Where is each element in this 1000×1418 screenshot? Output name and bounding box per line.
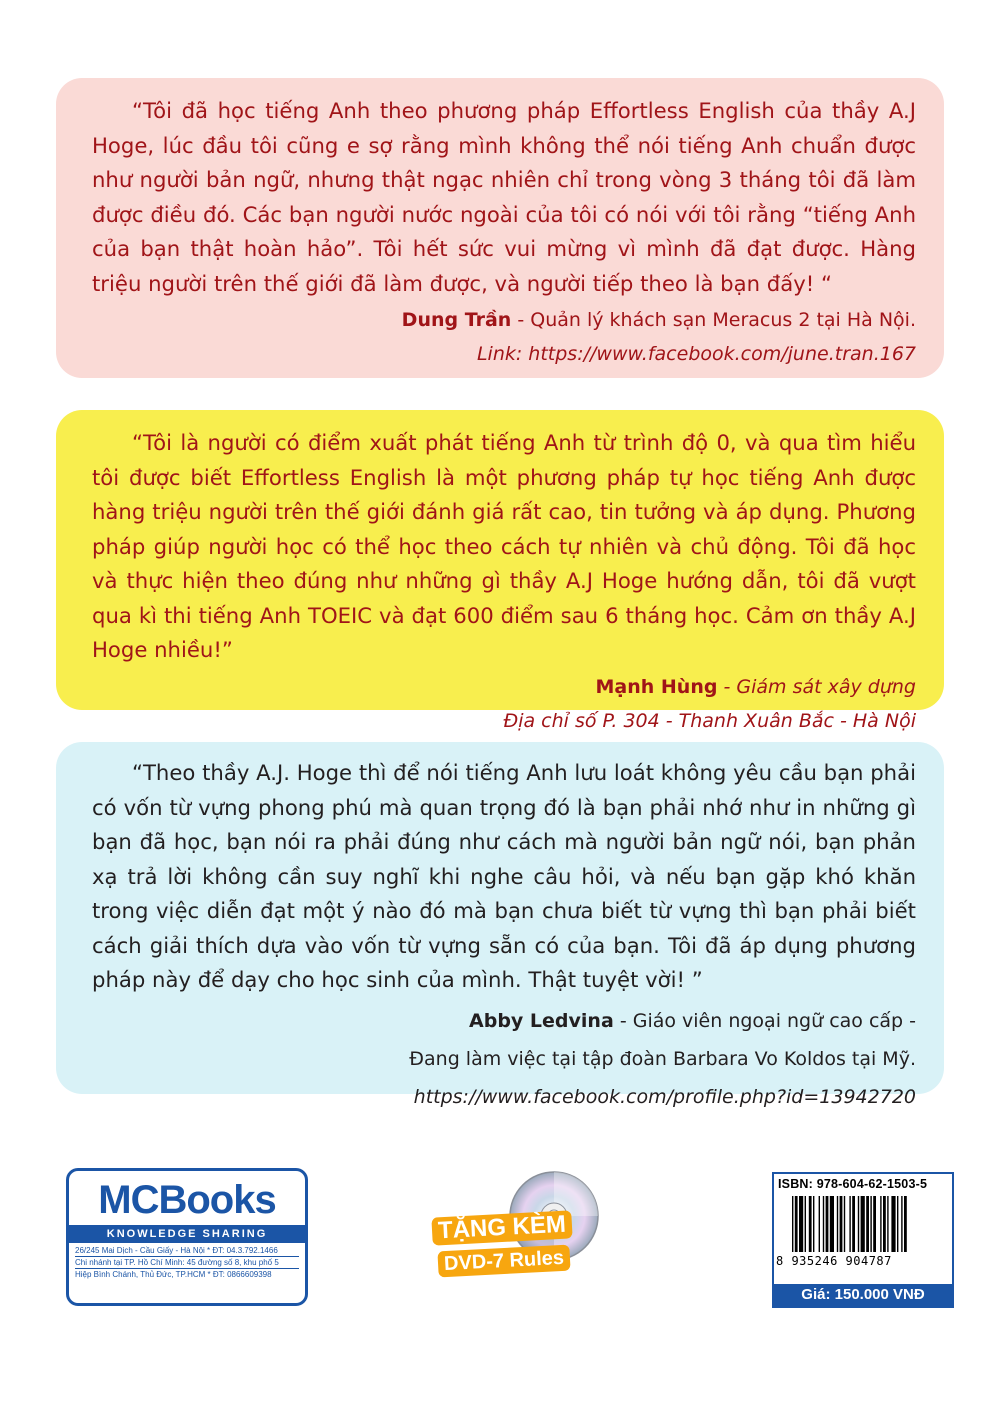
barcode-bar	[887, 1196, 888, 1252]
testimonial-author: Mạnh Hùng	[595, 675, 718, 698]
barcode-digits: 8 935246 904787	[776, 1254, 892, 1268]
publisher-address-line: 26/245 Mai Dịch - Cầu Giấy - Hà Nội * ĐT: 04.3.792.1466	[75, 1245, 299, 1257]
barcode-bar	[792, 1196, 793, 1252]
publisher-tagline: KNOWLEDGE SHARING	[69, 1225, 305, 1243]
testimonial-author: Dung Trần	[401, 309, 512, 331]
barcode-bar	[826, 1196, 829, 1252]
publisher-brand: MCBooks	[98, 1178, 276, 1222]
barcode-bar	[809, 1196, 812, 1252]
testimonial-author: Abby Ledvina	[469, 1009, 614, 1032]
testimonial-card-1	[56, 78, 944, 378]
barcode-bar	[795, 1196, 798, 1252]
publisher-address	[69, 1243, 305, 1282]
barcode-bar	[904, 1196, 907, 1252]
testimonial-signature	[92, 1006, 916, 1036]
barcode-bar	[844, 1196, 845, 1252]
barcode-bar	[866, 1196, 869, 1252]
barcode-bar	[897, 1196, 898, 1252]
publisher-address-line: Chi nhánh tại TP. Hồ Chí Minh: 45 đường số 8, khu phố 5	[75, 1257, 299, 1269]
barcode-bar	[823, 1196, 824, 1252]
barcode-bar	[799, 1196, 803, 1252]
gift-dvd-label: DVD-7 Rules	[437, 1245, 570, 1278]
barcode-bar	[840, 1196, 843, 1252]
barcode-bar	[830, 1196, 834, 1252]
barcode-bar	[813, 1196, 814, 1252]
price-label: Giá: 150.000 VNĐ	[774, 1284, 952, 1306]
barcode-bar	[805, 1196, 806, 1252]
isbn-number: ISBN: 978-604-62-1503-5	[778, 1177, 928, 1191]
testimonial-link: Link: https://www.facebook.com/june.tran.167	[476, 343, 916, 365]
isbn-barcode-box	[772, 1172, 954, 1308]
barcode-bar	[870, 1196, 871, 1252]
barcode-bar	[852, 1196, 855, 1252]
barcode-bar	[883, 1196, 886, 1252]
testimonial-signature	[92, 672, 916, 702]
publisher-address-line: Hiệp Bình Chánh, Thủ Đức, TP.HCM * ĐT: 0866609398	[75, 1270, 272, 1279]
barcode-bar	[819, 1196, 820, 1252]
testimonial-role-line2: Đang làm việc tại tập đoàn Barbara Vo Koldos tại Mỹ.	[409, 1047, 916, 1070]
gift-dvd-badge	[418, 1170, 608, 1310]
barcode-bar	[891, 1196, 895, 1252]
testimonial-role: - Giáo viên ngoại ngữ cao cấp -	[613, 1009, 916, 1032]
barcode-bar	[880, 1196, 881, 1252]
barcode-bar	[837, 1196, 838, 1252]
testimonial-role: - Quản lý khách sạn Meracus 2 tại Hà Nội.	[511, 309, 916, 331]
testimonial-address: Địa chỉ số P. 304 - Thanh Xuân Bắc - Hà Nội	[503, 709, 916, 732]
barcode-bar	[873, 1196, 876, 1252]
barcode-bar	[858, 1196, 859, 1252]
testimonial-card-2	[56, 410, 944, 732]
testimonial-quote: “Tôi là người có điểm xuất phát tiếng Anh từ trình độ 0, và qua tìm hiểu tôi được biết Effortless English là một phương pháp tự học tiếng Anh được hàng triệu người trên thế giới đánh giá rất cao, tin tưởng và áp dụng. Phương pháp giúp người học có thể học theo cách tự nhiên và chủ động. Tôi đã học và thực hiện theo đúng như những gì thầy A.J Hoge hướng dẫn, tôi đã vượt qua kì thi tiếng Anh TOEIC và đạt 600 điểm sau 6 tháng học. Cảm ơn thầy A.J Hoge nhiều!”	[92, 430, 916, 662]
testimonial-link: https://www.facebook.com/profile.php?id=13942720	[413, 1085, 916, 1108]
testimonial-role: - Giám sát xây dựng	[717, 675, 916, 698]
barcode-bar	[849, 1196, 850, 1252]
publisher-logo	[66, 1168, 308, 1306]
barcode-bar	[901, 1196, 902, 1252]
testimonial-signature	[92, 305, 916, 335]
testimonial-quote: “Theo thầy A.J. Hoge thì để nói tiếng Anh lưu loát không yêu cầu bạn phải có vốn từ vựng phong phú mà quan trọng đó là bạn phải nhớ như in những gì bạn đã học, bạn nói ra phải đúng như cách mà người bản ngữ nói, bạn phản xạ trả lời không cần suy nghĩ khi nghe câu hỏi, và nếu bạn gặp khó khăn trong việc diễn đạt một ý nào đó mà bạn chưa biết từ vựng thì bạn phải biết cách giải thích dựa vào vốn từ vựng sẵn có của bạn. Tôi đã áp dụng phương pháp này để dạy cho học sinh của mình. Thật tuyệt vời! ”	[92, 760, 916, 992]
testimonial-card-3	[56, 742, 944, 1108]
testimonial-quote: “Tôi đã học tiếng Anh theo phương pháp Effortless English của thầy A.J Hoge, lúc đầu tôi cũng e sợ rằng mình không thể nói tiếng Anh chuẩn được như người bản ngữ, nhưng thật ngạc nhiên chỉ trong vòng 3 tháng tôi đã làm được điều đó. Các bạn người nước ngoài của tôi có nói với tôi rằng “tiếng Anh của bạn thật hoàn hảo”. Tôi hết sức vui mừng vì mình đã đạt được. Hàng triệu người trên thế giới đã làm được, và người tiếp theo là bạn đấy! “	[92, 98, 916, 296]
gift-label: TẶNG KÈM	[431, 1210, 572, 1245]
barcode-bar	[861, 1196, 865, 1252]
barcode	[790, 1194, 950, 1254]
